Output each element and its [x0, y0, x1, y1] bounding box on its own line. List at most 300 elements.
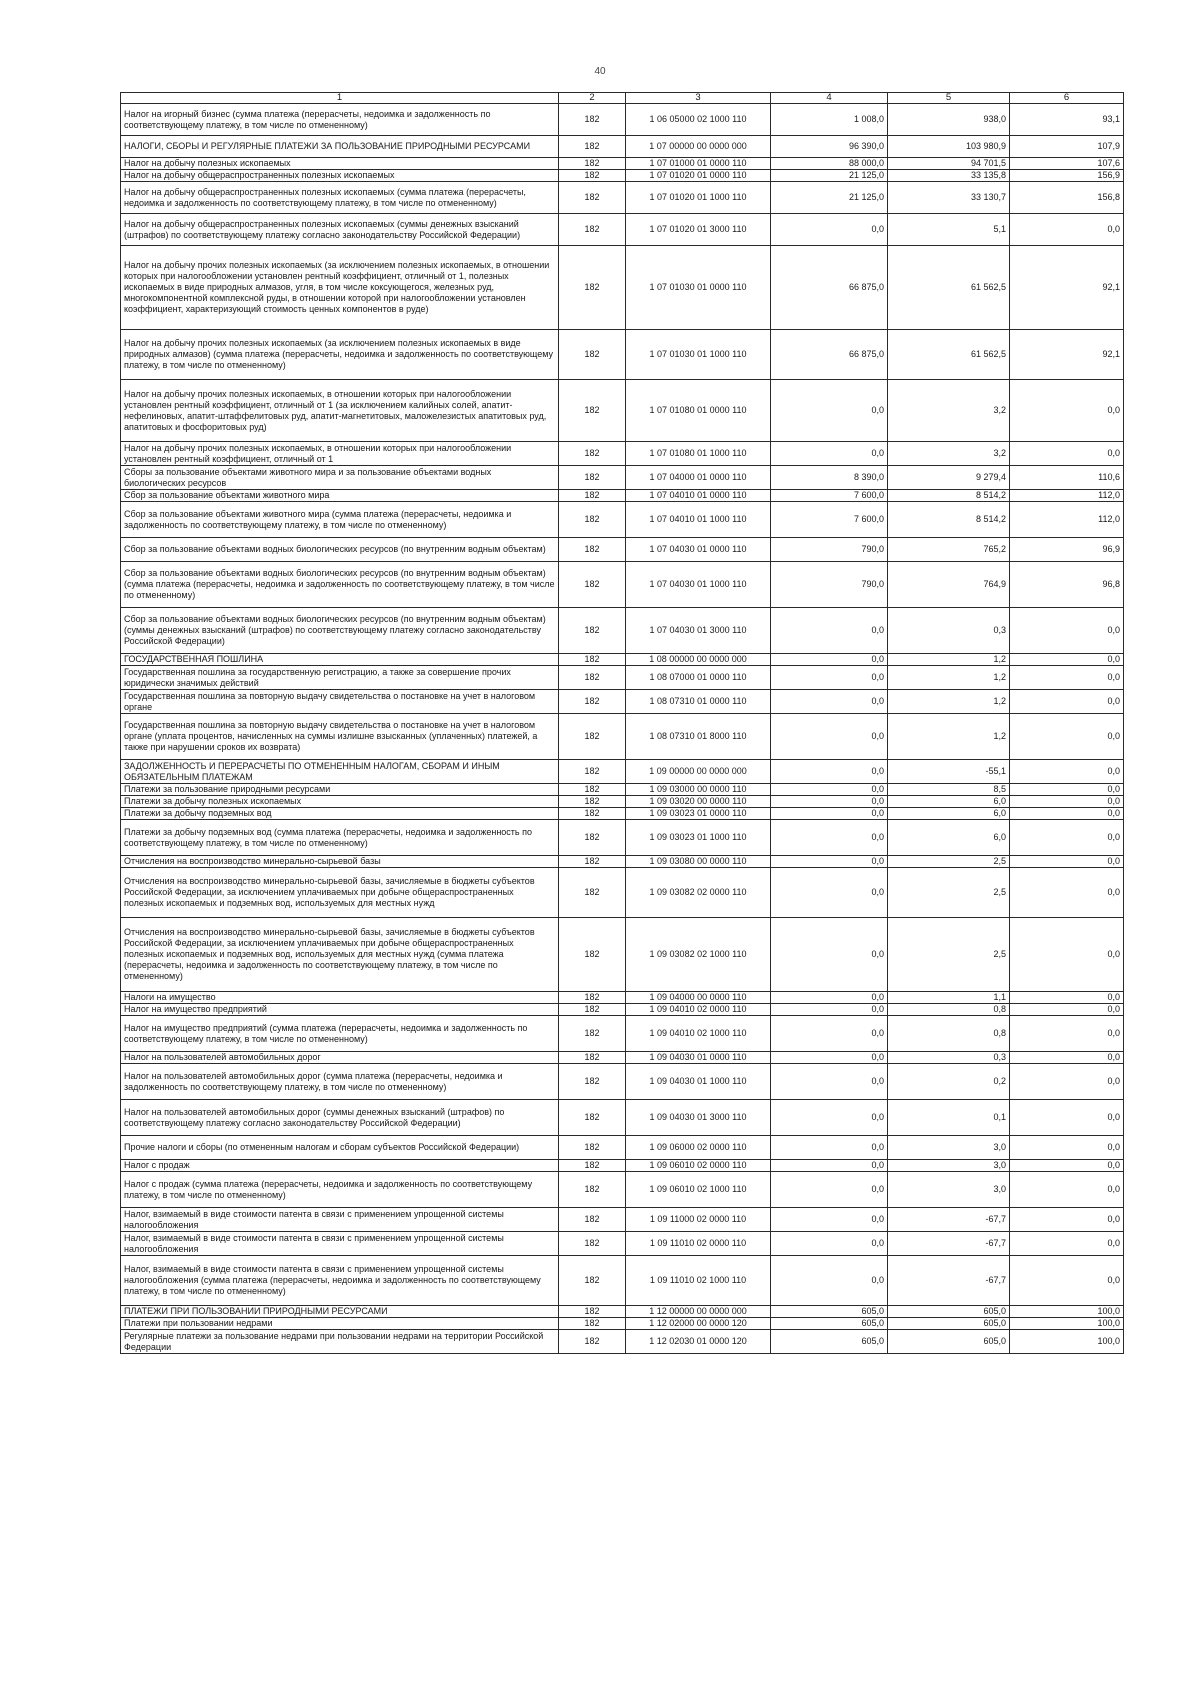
cell-name: ЗАДОЛЖЕННОСТЬ И ПЕРЕРАСЧЕТЫ ПО ОТМЕНЕННЫМ НАЛОГАМ, СБОРАМ И ИНЫМ ОБЯЗАТЕЛЬНЫМ ПЛАТЕЖАМ — [121, 760, 559, 784]
cell-budget-code: 1 07 04010 01 0000 110 — [626, 490, 771, 502]
cell-budget-code: 1 08 07310 01 8000 110 — [626, 714, 771, 760]
cell-budget-code: 1 09 06010 02 1000 110 — [626, 1172, 771, 1208]
cell-name: Налог на добычу общераспространенных полезных ископаемых — [121, 170, 559, 182]
cell-fact: 3,2 — [888, 380, 1010, 442]
cell-percent: 0,0 — [1010, 1256, 1124, 1306]
cell-percent: 107,6 — [1010, 158, 1124, 170]
cell-name: Государственная пошлина за государственную регистрацию, а также за совершение прочих юридически значимых действий — [121, 666, 559, 690]
cell-admin-code: 182 — [559, 330, 626, 380]
cell-budget-code: 1 09 03023 01 1000 110 — [626, 820, 771, 856]
cell-fact: 0,8 — [888, 1016, 1010, 1052]
cell-admin-code: 182 — [559, 714, 626, 760]
cell-admin-code: 182 — [559, 170, 626, 182]
cell-admin-code: 182 — [559, 1232, 626, 1256]
cell-budget-code: 1 07 01080 01 0000 110 — [626, 380, 771, 442]
cell-fact: 0,3 — [888, 608, 1010, 654]
cell-name: Налог на игорный бизнес (сумма платежа (перерасчеты, недоимка и задолженность по соответствующему платежу, в том числе по отмененному) — [121, 104, 559, 136]
cell-fact: 6,0 — [888, 808, 1010, 820]
cell-budget-code: 1 09 04030 01 1000 110 — [626, 1064, 771, 1100]
table-row — [121, 380, 1124, 442]
cell-admin-code: 182 — [559, 918, 626, 992]
cell-name: Налог с продаж (сумма платежа (перерасчеты, недоимка и задолженность по соответствующему платежу, в том числе по отмененному) — [121, 1172, 559, 1208]
cell-budget-code: 1 09 04010 02 0000 110 — [626, 1004, 771, 1016]
cell-percent: 0,0 — [1010, 1052, 1124, 1064]
cell-plan: 0,0 — [771, 442, 888, 466]
cell-name: Налог, взимаемый в виде стоимости патента в связи с применением упрощенной системы налогообложения — [121, 1232, 559, 1256]
cell-percent: 0,0 — [1010, 868, 1124, 918]
cell-fact: -67,7 — [888, 1208, 1010, 1232]
header-col-3: 3 — [626, 93, 771, 104]
cell-name: Отчисления на воспроизводство минерально-сырьевой базы — [121, 856, 559, 868]
cell-admin-code: 182 — [559, 246, 626, 330]
cell-name: Налог с продаж — [121, 1160, 559, 1172]
cell-percent: 0,0 — [1010, 992, 1124, 1004]
cell-percent: 100,0 — [1010, 1318, 1124, 1330]
cell-fact: 938,0 — [888, 104, 1010, 136]
cell-budget-code: 1 09 00000 00 0000 000 — [626, 760, 771, 784]
cell-name: Налог на добычу прочих полезных ископаемых (за исключением полезных ископаемых, в отношении которых при налогообложении установлен рентный коэффициент, отличный от 1, полезных ископаемых в виде природных алмазов, угля, в том числе коксующегося, железных руд, многокомпонентной комплексной руды, в отношении которой при налогообложении установлен коэффициент, характеризующий стоимость ценных компонентов в руде) — [121, 246, 559, 330]
header-row — [121, 93, 1124, 104]
table-row — [121, 714, 1124, 760]
cell-admin-code: 182 — [559, 1160, 626, 1172]
cell-plan: 0,0 — [771, 796, 888, 808]
cell-name: Регулярные платежи за пользование недрами при пользовании недрами на территории Российской Федерации — [121, 1330, 559, 1354]
cell-plan: 0,0 — [771, 1064, 888, 1100]
cell-percent: 92,1 — [1010, 246, 1124, 330]
cell-plan: 605,0 — [771, 1330, 888, 1354]
table-row — [121, 1172, 1124, 1208]
table-row — [121, 808, 1124, 820]
cell-budget-code: 1 07 04030 01 3000 110 — [626, 608, 771, 654]
cell-name: Налог на добычу полезных ископаемых — [121, 158, 559, 170]
table-row — [121, 820, 1124, 856]
cell-percent: 0,0 — [1010, 1100, 1124, 1136]
cell-plan: 0,0 — [771, 1136, 888, 1160]
cell-fact: 9 279,4 — [888, 466, 1010, 490]
cell-budget-code: 1 12 02000 00 0000 120 — [626, 1318, 771, 1330]
cell-name: Налог на добычу общераспространенных полезных ископаемых (суммы денежных взысканий (штрафов) по соответствующему платежу согласно законодательству Российской Федерации) — [121, 214, 559, 246]
cell-name: Отчисления на воспроизводство минерально-сырьевой базы, зачисляемые в бюджеты субъектов Российской Федерации, за исключением уплачиваемых при добыче общераспространенных полезных ископаемых и подземных вод, используемых для местных нужд (сумма платежа (перерасчеты, недоимка и задолженность по соответствующему платежу, в том числе по отмененному) — [121, 918, 559, 992]
cell-plan: 7 600,0 — [771, 502, 888, 538]
table-row — [121, 502, 1124, 538]
cell-name: Сбор за пользование объектами животного мира (сумма платежа (перерасчеты, недоимка и задолженность по соответствующему платежу, в том числе по отмененному) — [121, 502, 559, 538]
cell-plan: 66 875,0 — [771, 246, 888, 330]
table-row — [121, 158, 1124, 170]
cell-name: Налог на имущество предприятий (сумма платежа (перерасчеты, недоимка и задолженность по соответствующему платежу, в том числе по отмененному) — [121, 1016, 559, 1052]
cell-budget-code: 1 09 04010 02 1000 110 — [626, 1016, 771, 1052]
cell-percent: 100,0 — [1010, 1306, 1124, 1318]
cell-admin-code: 182 — [559, 784, 626, 796]
cell-fact: 0,1 — [888, 1100, 1010, 1136]
table-row — [121, 490, 1124, 502]
cell-name: Налог на имущество предприятий — [121, 1004, 559, 1016]
page-number: 40 — [594, 66, 606, 77]
cell-name: Налог на пользователей автомобильных дорог — [121, 1052, 559, 1064]
cell-fact: 765,2 — [888, 538, 1010, 562]
cell-fact: 6,0 — [888, 796, 1010, 808]
cell-admin-code: 182 — [559, 538, 626, 562]
cell-percent: 0,0 — [1010, 666, 1124, 690]
cell-name: Платежи при пользовании недрами — [121, 1318, 559, 1330]
cell-plan: 66 875,0 — [771, 330, 888, 380]
cell-fact: 1,2 — [888, 690, 1010, 714]
header-col-4: 4 — [771, 93, 888, 104]
cell-plan: 0,0 — [771, 1052, 888, 1064]
cell-percent: 0,0 — [1010, 1232, 1124, 1256]
cell-name: Налог на пользователей автомобильных дорог (сумма платежа (перерасчеты, недоимка и задолженность по соответствующему платежу, в том числе по отмененному) — [121, 1064, 559, 1100]
cell-fact: 8,5 — [888, 784, 1010, 796]
cell-percent: 0,0 — [1010, 1004, 1124, 1016]
cell-fact: -67,7 — [888, 1256, 1010, 1306]
table-row — [121, 608, 1124, 654]
cell-plan: 0,0 — [771, 820, 888, 856]
cell-plan: 21 125,0 — [771, 170, 888, 182]
table-row — [121, 214, 1124, 246]
cell-fact: 8 514,2 — [888, 502, 1010, 538]
cell-budget-code: 1 07 04030 01 1000 110 — [626, 562, 771, 608]
cell-budget-code: 1 07 04030 01 0000 110 — [626, 538, 771, 562]
cell-name: ГОСУДАРСТВЕННАЯ ПОШЛИНА — [121, 654, 559, 666]
cell-admin-code: 182 — [559, 1004, 626, 1016]
cell-percent: 110,6 — [1010, 466, 1124, 490]
cell-name: ПЛАТЕЖИ ПРИ ПОЛЬЗОВАНИИ ПРИРОДНЫМИ РЕСУРСАМИ — [121, 1306, 559, 1318]
cell-admin-code: 182 — [559, 868, 626, 918]
cell-name: Налог на пользователей автомобильных дорог (суммы денежных взысканий (штрафов) по соответствующему платежу согласно законодательству Российской Федерации) — [121, 1100, 559, 1136]
cell-fact: 1,2 — [888, 666, 1010, 690]
table-row — [121, 1004, 1124, 1016]
cell-budget-code: 1 12 00000 00 0000 000 — [626, 1306, 771, 1318]
cell-percent: 112,0 — [1010, 490, 1124, 502]
cell-plan: 0,0 — [771, 666, 888, 690]
cell-budget-code: 1 09 11010 02 0000 110 — [626, 1232, 771, 1256]
cell-admin-code: 182 — [559, 608, 626, 654]
cell-admin-code: 182 — [559, 856, 626, 868]
cell-admin-code: 182 — [559, 1208, 626, 1232]
cell-budget-code: 1 07 01020 01 1000 110 — [626, 182, 771, 214]
cell-budget-code: 1 09 04030 01 0000 110 — [626, 1052, 771, 1064]
table-row — [121, 1256, 1124, 1306]
cell-name: Сбор за пользование объектами водных биологических ресурсов (по внутренним водным объектам) (сумма платежа (перерасчеты, недоимка и задолженность по соответствующему платежу, в том числе по отмененному) — [121, 562, 559, 608]
cell-fact: 0,8 — [888, 1004, 1010, 1016]
cell-admin-code: 182 — [559, 808, 626, 820]
cell-budget-code: 1 09 03020 00 0000 110 — [626, 796, 771, 808]
cell-fact: 33 135,8 — [888, 170, 1010, 182]
cell-fact: 3,0 — [888, 1172, 1010, 1208]
table-row — [121, 1064, 1124, 1100]
cell-plan: 0,0 — [771, 808, 888, 820]
cell-plan: 605,0 — [771, 1306, 888, 1318]
cell-fact: 61 562,5 — [888, 246, 1010, 330]
cell-plan: 21 125,0 — [771, 182, 888, 214]
cell-admin-code: 182 — [559, 182, 626, 214]
cell-fact: 2,5 — [888, 918, 1010, 992]
cell-admin-code: 182 — [559, 1318, 626, 1330]
cell-budget-code: 1 07 00000 00 0000 000 — [626, 136, 771, 158]
cell-fact: 605,0 — [888, 1330, 1010, 1354]
table-row — [121, 760, 1124, 784]
cell-admin-code: 182 — [559, 214, 626, 246]
cell-fact: 1,2 — [888, 714, 1010, 760]
cell-plan: 0,0 — [771, 690, 888, 714]
cell-fact: -55,1 — [888, 760, 1010, 784]
cell-fact: 0,2 — [888, 1064, 1010, 1100]
cell-name: Налоги на имущество — [121, 992, 559, 1004]
cell-name: Государственная пошлина за повторную выдачу свидетельства о постановке на учет в налоговом органе — [121, 690, 559, 714]
cell-name: Платежи за пользование природными ресурсами — [121, 784, 559, 796]
cell-percent: 0,0 — [1010, 714, 1124, 760]
cell-name: Платежи за добычу подземных вод (сумма платежа (перерасчеты, недоимка и задолженность по соответствующему платежу, в том числе по отмененному) — [121, 820, 559, 856]
cell-budget-code: 1 07 01030 01 1000 110 — [626, 330, 771, 380]
cell-fact: 1,1 — [888, 992, 1010, 1004]
cell-plan: 790,0 — [771, 562, 888, 608]
cell-admin-code: 182 — [559, 1306, 626, 1318]
cell-fact: 2,5 — [888, 856, 1010, 868]
cell-plan: 0,0 — [771, 380, 888, 442]
cell-budget-code: 1 09 06000 02 0000 110 — [626, 1136, 771, 1160]
cell-plan: 0,0 — [771, 868, 888, 918]
table-row — [121, 538, 1124, 562]
cell-percent: 0,0 — [1010, 856, 1124, 868]
table-row — [121, 136, 1124, 158]
budget-table — [120, 92, 1124, 1354]
cell-fact: 5,1 — [888, 214, 1010, 246]
table-row — [121, 1100, 1124, 1136]
table-row — [121, 1330, 1124, 1354]
cell-fact: 8 514,2 — [888, 490, 1010, 502]
cell-fact: 33 130,7 — [888, 182, 1010, 214]
cell-percent: 96,8 — [1010, 562, 1124, 608]
table-row — [121, 918, 1124, 992]
table-row — [121, 1136, 1124, 1160]
cell-admin-code: 182 — [559, 1136, 626, 1160]
cell-percent: 0,0 — [1010, 214, 1124, 246]
cell-percent: 0,0 — [1010, 1136, 1124, 1160]
cell-admin-code: 182 — [559, 796, 626, 808]
cell-admin-code: 182 — [559, 760, 626, 784]
header-col-1: 1 — [121, 93, 559, 104]
cell-plan: 0,0 — [771, 1208, 888, 1232]
cell-percent: 0,0 — [1010, 796, 1124, 808]
cell-plan: 0,0 — [771, 992, 888, 1004]
cell-admin-code: 182 — [559, 690, 626, 714]
table-row — [121, 1232, 1124, 1256]
cell-plan: 0,0 — [771, 1100, 888, 1136]
cell-percent: 0,0 — [1010, 608, 1124, 654]
table-row — [121, 992, 1124, 1004]
cell-name: НАЛОГИ, СБОРЫ И РЕГУЛЯРНЫЕ ПЛАТЕЖИ ЗА ПОЛЬЗОВАНИЕ ПРИРОДНЫМИ РЕСУРСАМИ — [121, 136, 559, 158]
cell-name: Прочие налоги и сборы (по отмененным налогам и сборам субъектов Российской Федерации) — [121, 1136, 559, 1160]
cell-budget-code: 1 09 04000 00 0000 110 — [626, 992, 771, 1004]
cell-percent: 0,0 — [1010, 1016, 1124, 1052]
cell-budget-code: 1 09 04030 01 3000 110 — [626, 1100, 771, 1136]
cell-percent: 0,0 — [1010, 918, 1124, 992]
cell-plan: 0,0 — [771, 714, 888, 760]
cell-percent: 0,0 — [1010, 1208, 1124, 1232]
table-row — [121, 466, 1124, 490]
cell-percent: 0,0 — [1010, 1172, 1124, 1208]
table-row — [121, 1306, 1124, 1318]
cell-budget-code: 1 07 01000 01 0000 110 — [626, 158, 771, 170]
cell-plan: 0,0 — [771, 1256, 888, 1306]
table-row — [121, 856, 1124, 868]
cell-budget-code: 1 07 01030 01 0000 110 — [626, 246, 771, 330]
table-row — [121, 784, 1124, 796]
cell-name: Налог на добычу общераспространенных полезных ископаемых (сумма платежа (перерасчеты, недоимка и задолженность по соответствующему платежу, в том числе по отмененному) — [121, 182, 559, 214]
cell-percent: 100,0 — [1010, 1330, 1124, 1354]
table-row — [121, 246, 1124, 330]
cell-admin-code: 182 — [559, 1052, 626, 1064]
cell-percent: 0,0 — [1010, 380, 1124, 442]
cell-plan: 8 390,0 — [771, 466, 888, 490]
cell-plan: 0,0 — [771, 1016, 888, 1052]
cell-plan: 0,0 — [771, 918, 888, 992]
table-row — [121, 690, 1124, 714]
cell-percent: 0,0 — [1010, 690, 1124, 714]
cell-name: Налог на добычу прочих полезных ископаемых (за исключением полезных ископаемых в виде природных алмазов) (сумма платежа (перерасчеты, недоимка и задолженность по соответствующему платежу, в том числе по отмененному) — [121, 330, 559, 380]
cell-fact: 2,5 — [888, 868, 1010, 918]
table-row — [121, 182, 1124, 214]
cell-admin-code: 182 — [559, 1016, 626, 1052]
table-row — [121, 442, 1124, 466]
cell-plan: 0,0 — [771, 608, 888, 654]
cell-admin-code: 182 — [559, 1064, 626, 1100]
cell-admin-code: 182 — [559, 1100, 626, 1136]
cell-plan: 0,0 — [771, 214, 888, 246]
cell-fact: 0,3 — [888, 1052, 1010, 1064]
table-row — [121, 1208, 1124, 1232]
cell-admin-code: 182 — [559, 562, 626, 608]
cell-admin-code: 182 — [559, 442, 626, 466]
cell-admin-code: 182 — [559, 466, 626, 490]
cell-budget-code: 1 07 01020 01 3000 110 — [626, 214, 771, 246]
cell-budget-code: 1 07 01020 01 0000 110 — [626, 170, 771, 182]
cell-name: Сбор за пользование объектами водных биологических ресурсов (по внутренним водным объектам) — [121, 538, 559, 562]
table-row — [121, 654, 1124, 666]
table-row — [121, 104, 1124, 136]
table-row — [121, 1052, 1124, 1064]
cell-plan: 1 008,0 — [771, 104, 888, 136]
cell-budget-code: 1 08 07310 01 0000 110 — [626, 690, 771, 714]
cell-fact: 103 980,9 — [888, 136, 1010, 158]
cell-percent: 0,0 — [1010, 1064, 1124, 1100]
cell-budget-code: 1 08 07000 01 0000 110 — [626, 666, 771, 690]
cell-fact: 94 701,5 — [888, 158, 1010, 170]
cell-percent: 96,9 — [1010, 538, 1124, 562]
cell-fact: -67,7 — [888, 1232, 1010, 1256]
cell-percent: 0,0 — [1010, 1160, 1124, 1172]
cell-plan: 96 390,0 — [771, 136, 888, 158]
cell-fact: 3,0 — [888, 1160, 1010, 1172]
table-row — [121, 170, 1124, 182]
cell-fact: 605,0 — [888, 1306, 1010, 1318]
cell-name: Сборы за пользование объектами животного мира и за пользование объектами водных биологических ресурсов — [121, 466, 559, 490]
cell-name: Налог, взимаемый в виде стоимости патента в связи с применением упрощенной системы налогообложения — [121, 1208, 559, 1232]
cell-fact: 61 562,5 — [888, 330, 1010, 380]
cell-percent: 0,0 — [1010, 654, 1124, 666]
cell-percent: 0,0 — [1010, 784, 1124, 796]
cell-budget-code: 1 09 03082 02 1000 110 — [626, 918, 771, 992]
cell-plan: 0,0 — [771, 784, 888, 796]
cell-admin-code: 182 — [559, 992, 626, 1004]
cell-budget-code: 1 12 02030 01 0000 120 — [626, 1330, 771, 1354]
cell-admin-code: 182 — [559, 380, 626, 442]
table-row — [121, 562, 1124, 608]
cell-fact: 605,0 — [888, 1318, 1010, 1330]
table-row — [121, 1318, 1124, 1330]
cell-name: Сбор за пользование объектами водных биологических ресурсов (по внутренним водным объектам) (суммы денежных взысканий (штрафов) по соответствующему платежу согласно законодательству Российской Федерации) — [121, 608, 559, 654]
cell-percent: 92,1 — [1010, 330, 1124, 380]
cell-budget-code: 1 08 00000 00 0000 000 — [626, 654, 771, 666]
cell-admin-code: 182 — [559, 820, 626, 856]
table-row — [121, 1016, 1124, 1052]
header-col-5: 5 — [888, 93, 1010, 104]
cell-name: Платежи за добычу полезных ископаемых — [121, 796, 559, 808]
cell-budget-code: 1 09 03080 00 0000 110 — [626, 856, 771, 868]
cell-plan: 0,0 — [771, 1160, 888, 1172]
cell-plan: 7 600,0 — [771, 490, 888, 502]
cell-percent: 0,0 — [1010, 442, 1124, 466]
cell-percent: 107,9 — [1010, 136, 1124, 158]
cell-fact: 764,9 — [888, 562, 1010, 608]
cell-admin-code: 182 — [559, 104, 626, 136]
cell-plan: 0,0 — [771, 856, 888, 868]
cell-fact: 6,0 — [888, 820, 1010, 856]
cell-percent: 112,0 — [1010, 502, 1124, 538]
cell-budget-code: 1 09 11010 02 1000 110 — [626, 1256, 771, 1306]
cell-budget-code: 1 09 03082 02 0000 110 — [626, 868, 771, 918]
cell-fact: 3,0 — [888, 1136, 1010, 1160]
cell-admin-code: 182 — [559, 654, 626, 666]
cell-percent: 93,1 — [1010, 104, 1124, 136]
cell-fact: 1,2 — [888, 654, 1010, 666]
cell-percent: 156,9 — [1010, 170, 1124, 182]
cell-plan: 0,0 — [771, 1232, 888, 1256]
cell-admin-code: 182 — [559, 490, 626, 502]
cell-admin-code: 182 — [559, 1256, 626, 1306]
cell-budget-code: 1 09 03023 01 0000 110 — [626, 808, 771, 820]
cell-name: Налог, взимаемый в виде стоимости патента в связи с применением упрощенной системы налогообложения (сумма платежа (перерасчеты, недоимка и задолженность по соответствующему платежу, в том числе по отмененному) — [121, 1256, 559, 1306]
cell-name: Налог на добычу прочих полезных ископаемых, в отношении которых при налогообложении установлен рентный коэффициент, отличный от 1 (за исключением калийных солей, апатит-нефелиновых, апатит-штаффелитовых руд, апатит-магнетитовых, маложелезистых апатитовых руд, апатитовых и фосфоритовых руд) — [121, 380, 559, 442]
cell-admin-code: 182 — [559, 1172, 626, 1208]
cell-percent: 0,0 — [1010, 760, 1124, 784]
table-row — [121, 1160, 1124, 1172]
table-row — [121, 330, 1124, 380]
cell-name: Платежи за добычу подземных вод — [121, 808, 559, 820]
table-row — [121, 868, 1124, 918]
cell-budget-code: 1 07 04010 01 1000 110 — [626, 502, 771, 538]
cell-plan: 0,0 — [771, 654, 888, 666]
cell-name: Налог на добычу прочих полезных ископаемых, в отношении которых при налогообложении установлен рентный коэффициент, отличный от 1 — [121, 442, 559, 466]
cell-plan: 88 000,0 — [771, 158, 888, 170]
cell-admin-code: 182 — [559, 666, 626, 690]
cell-plan: 0,0 — [771, 760, 888, 784]
cell-admin-code: 182 — [559, 158, 626, 170]
cell-budget-code: 1 07 04000 01 0000 110 — [626, 466, 771, 490]
cell-budget-code: 1 07 01080 01 1000 110 — [626, 442, 771, 466]
cell-budget-code: 1 09 06010 02 0000 110 — [626, 1160, 771, 1172]
cell-name: Сбор за пользование объектами животного мира — [121, 490, 559, 502]
table-row — [121, 666, 1124, 690]
cell-name: Отчисления на воспроизводство минерально-сырьевой базы, зачисляемые в бюджеты субъектов Российской Федерации, за исключением уплачиваемых при добыче общераспространенных полезных ископаемых и подземных вод, используемых для местных нужд — [121, 868, 559, 918]
cell-percent: 156,8 — [1010, 182, 1124, 214]
cell-plan: 0,0 — [771, 1004, 888, 1016]
cell-admin-code: 182 — [559, 502, 626, 538]
cell-percent: 0,0 — [1010, 808, 1124, 820]
cell-budget-code: 1 06 05000 02 1000 110 — [626, 104, 771, 136]
cell-plan: 0,0 — [771, 1172, 888, 1208]
cell-budget-code: 1 09 11000 02 0000 110 — [626, 1208, 771, 1232]
cell-fact: 3,2 — [888, 442, 1010, 466]
